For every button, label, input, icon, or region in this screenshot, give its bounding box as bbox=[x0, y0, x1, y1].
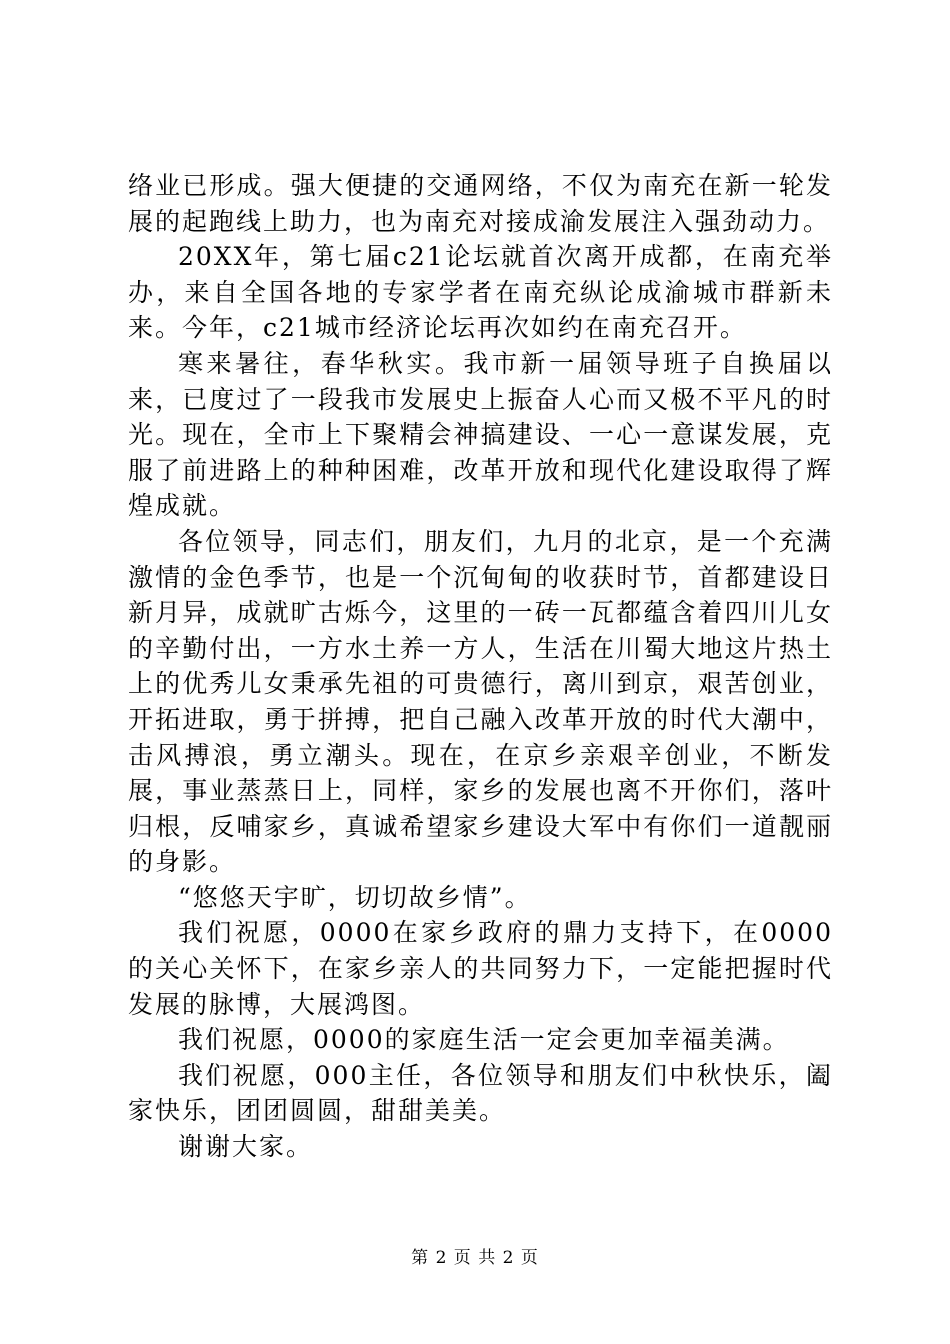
paragraph-9: 谢谢大家。 bbox=[178, 1132, 314, 1162]
paragraph-6: 我们祝愿，0000在家乡政府的鼎力支持下，在0000的关心关怀下，在家乡亲人的共同努力下，一定能把握时代发展的脉博，大展鸿图。 bbox=[128, 918, 833, 1019]
paragraph-7: 我们祝愿，0000的家庭生活一定会更加幸福美满。 bbox=[178, 1025, 790, 1055]
page-footer: 第 2 页 共 2 页 bbox=[411, 1248, 539, 1268]
paragraph-3: 寒来暑往，春华秋实。我市新一届领导班子自换届以来，已度过了一段我市发展史上振奋人心而又极不平凡的时光。现在，全市上下聚精会神搞建设、一心一意谋发展，克服了前进路上的种种困难，改革开放和现代化建设取得了辉煌成就。 bbox=[128, 348, 833, 521]
paragraph-8: 我们祝愿，000主任，各位领导和朋友们中秋快乐，阖家快乐，团团圆圆，甜甜美美。 bbox=[128, 1060, 833, 1126]
document-body bbox=[128, 168, 833, 1165]
paragraph-1: 络业已形成。强大便捷的交通网络，不仅为南充在新一轮发展的起跑线上助力，也为南充对接成渝发展注入强劲动力。 bbox=[128, 171, 833, 236]
paragraph-4: 各位领导，同志们，朋友们，九月的北京，是一个充满激情的金色季节，也是一个沉甸甸的收获时节，首都建设日新月异，成就旷古烁今，这里的一砖一瓦都蕴含着四川儿女的辛勤付出，一方水土养一方人，生活在川蜀大地这片热土上的优秀儿女秉承先祖的可贵德行，离川到京，艰苦创业，开拓进取，勇于拼搏，把自己融入改革开放的时代大潮中，击风搏浪，勇立潮头。现在，在京乡亲艰辛创业，不断发展，事业蒸蒸日上，同样，家乡的发展也离不开你们，落叶归根，反哺家乡，真诚希望家乡建设大军中有你们一道靓丽的身影。 bbox=[128, 526, 833, 877]
paragraph-2: 20XX年，第七届c21论坛就首次离开成都，在南充举办，来自全国各地的专家学者在南充纵论成渝城市群新未来。今年，c21城市经济论坛再次如约在南充召开。 bbox=[128, 242, 833, 343]
paragraph-5: “悠悠天宇旷，切切故乡情”。 bbox=[178, 882, 532, 912]
